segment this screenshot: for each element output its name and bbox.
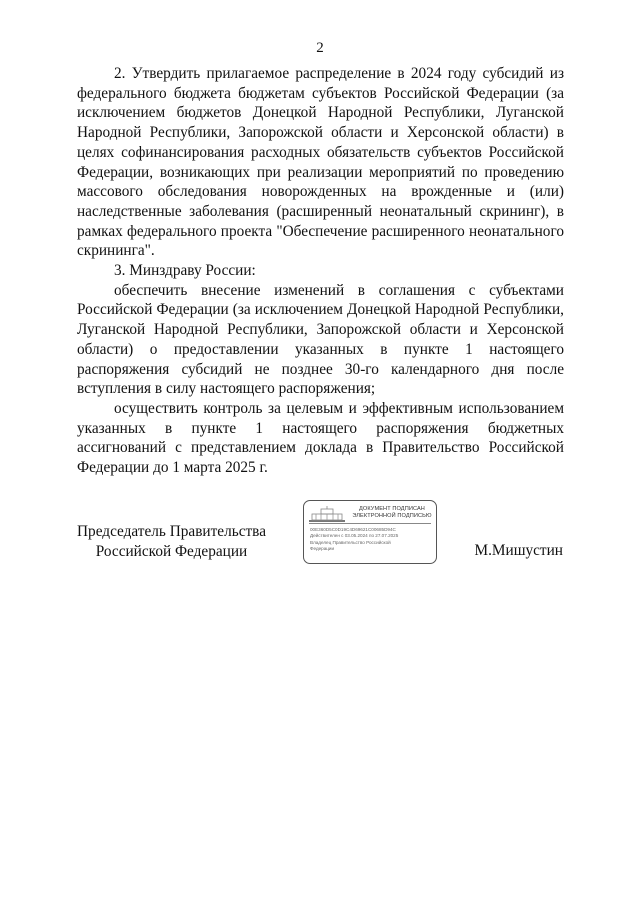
page-number: 2 (316, 40, 324, 56)
signer-title-line2: Российской Федерации (95, 542, 248, 560)
paragraph-item-2: 2. Утвердить прилагаемое распределение в 2024 году субсидий из федерального бюджета бюджетам субъектов Российской Федерации (за исключением бюджетов Донецкой Народной Республики, Луганской Народной Республики, Запорожской области и Херсонской области) в целях софинансирования расходных обязательств субъектов Российской Федерации, возникающих при реализации мероприятий по проведению массового обследования новорожденных на врожденные и (или) наследственные заболевания (расширенный неонатальный скрининг), в рамках федерального проекта "Обеспечение расширенного неонатального скрининга". (77, 65, 564, 260)
stamp-header (350, 506, 434, 520)
stamp-details (310, 527, 434, 553)
stamp-validity: Действителен с 03.05.2024 по 27.07.2025 (310, 533, 399, 539)
government-building-icon (309, 506, 345, 522)
paragraph-item-3-sub1: обеспечить внесение изменений в соглашения с субъектами Российской Федерации (за исключением Донецкой Народной Республики, Луганской Народной Республики, Запорожской области и Херсонской области) о предоставлении указанных в пункте 1 настоящего распоряжения субсидий не позднее 30-го календарного дня после вступления в силу настоящего распоряжения; (77, 281, 564, 398)
electronic-signature-stamp (303, 500, 437, 564)
signer-title-line1: Председатель Правительства (77, 523, 266, 540)
stamp-divider (309, 523, 431, 524)
stamp-header-line1: ДОКУМЕНТ ПОДПИСАН (359, 506, 425, 512)
signature-block (0, 500, 640, 580)
signer-name: М.Мишустин (474, 542, 563, 559)
paragraph-item-3-sub2: осуществить контроль за целевым и эффективным использованием указанных в пункте 1 настоящего распоряжения бюджетных ассигнований с представлением доклада в Правительство Российской Федерации до 1 марта 2025 г. (77, 399, 564, 477)
stamp-owner-line1: Владелец Правительство Российской (310, 539, 391, 545)
signer-title (77, 522, 266, 561)
stamp-owner-line2: Федерации (310, 546, 335, 552)
document-body (77, 64, 564, 478)
stamp-header-line2: ЭЛЕКТРОННОЙ ПОДПИСЬЮ (352, 513, 432, 519)
stamp-certificate: 00E360D5C0D19C4D69621C00685D94C (310, 527, 396, 532)
paragraph-item-3: 3. Минздраву России: (114, 262, 256, 280)
